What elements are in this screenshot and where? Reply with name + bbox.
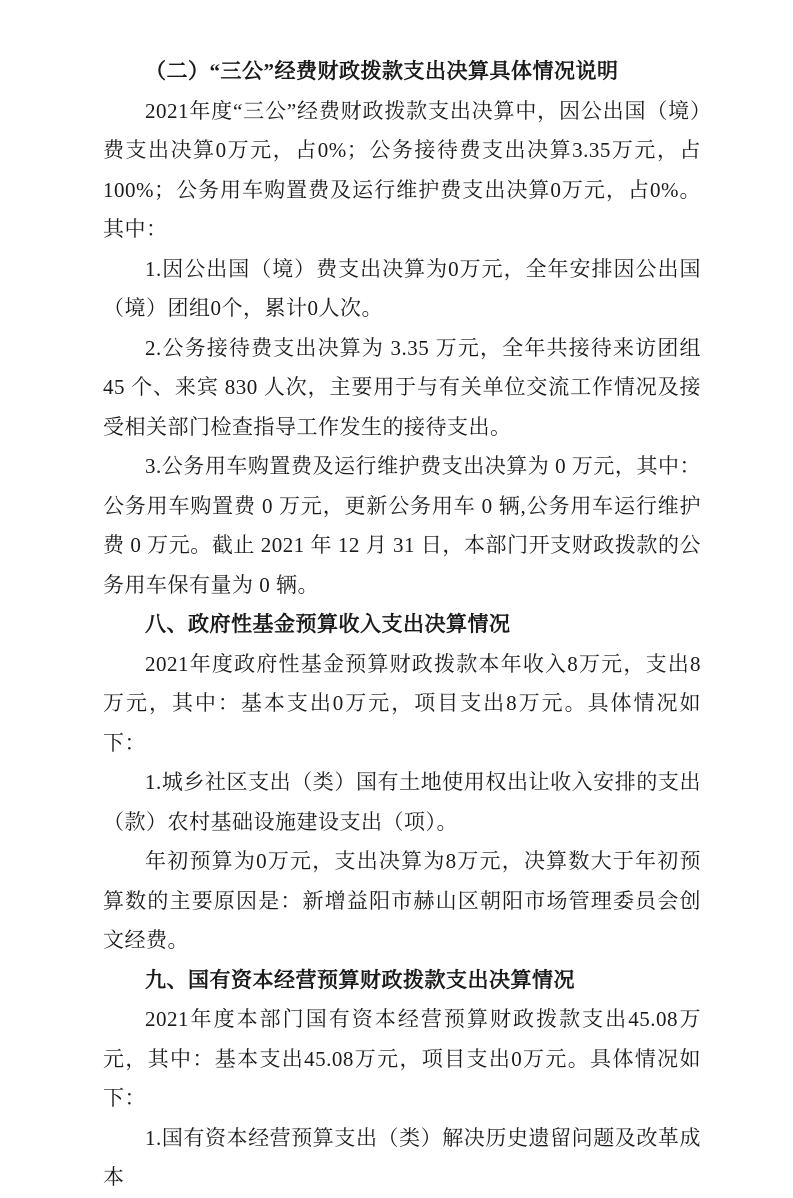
paragraph-budget-variance-reason: 年初预算为0万元，支出决算为8万元，决算数大于年初预算数的主要原因是：新增益阳市赫山区朝阳市场管理委员会创文经费。 xyxy=(103,849,701,952)
paragraph-state-capital-overview: 2021年度本部门国有资本经营预算财政拨款支出45.08万元，其中：基本支出45.08万元，项目支出0万元。具体情况如下： xyxy=(103,1007,701,1110)
paragraph-state-capital-item: 1.国有资本经营预算支出（类）解决历史遗留问题及改革成本 xyxy=(103,1125,701,1189)
paragraph-overseas-travel: 1.因公出国（境）费支出决算为0万元，全年安排因公出国（境）团组0个，累计0人次。 xyxy=(103,256,701,320)
document-body xyxy=(103,52,701,1198)
paragraph-three-public-overview: 2021年度“三公”经费财政拨款支出决算中，因公出国（境）费支出决算0万元，占0%；公务接待费支出决算3.35万元，占100%；公务用车购置费及运行维护费支出决算0万元，占0%。其中： xyxy=(103,98,701,241)
section-heading-government-funds: 八、政府性基金预算收入支出决算情况 xyxy=(145,613,511,636)
paragraph-government-funds-overview: 2021年度政府性基金预算财政拨款本年收入8万元，支出8万元，其中：基本支出0万元，项目支出8万元。具体情况如下： xyxy=(103,651,701,755)
paragraph-urban-rural-community: 1.城乡社区支出（类）国有土地使用权出让收入安排的支出（款）农村基础设施建设支出（项）。 xyxy=(103,770,701,834)
paragraph-official-vehicles: 3.公务用车购置费及运行维护费支出决算为 0 万元，其中：公务用车购置费 0 万元，更新公务用车 0 辆,公务用车运行维护费 0 万元。截止 2021 年 12 月 31 日，本部门开支财政拨款的公务用车保有量为 0 辆。 xyxy=(103,454,701,597)
paragraph-official-reception: 2.公务接待费支出决算为 3.35 万元，全年共接待来访团组 45 个、来宾 830 人次，主要用于与有关单位交流工作情况及接受相关部门检查指导工作发生的接待支出。 xyxy=(103,335,701,439)
section-heading-state-capital: 九、国有资本经营预算财政拨款支出决算情况 xyxy=(145,968,575,992)
section-sub-heading-three-public-funds: （二）“三公”经费财政拨款支出决算具体情况说明 xyxy=(145,59,619,83)
